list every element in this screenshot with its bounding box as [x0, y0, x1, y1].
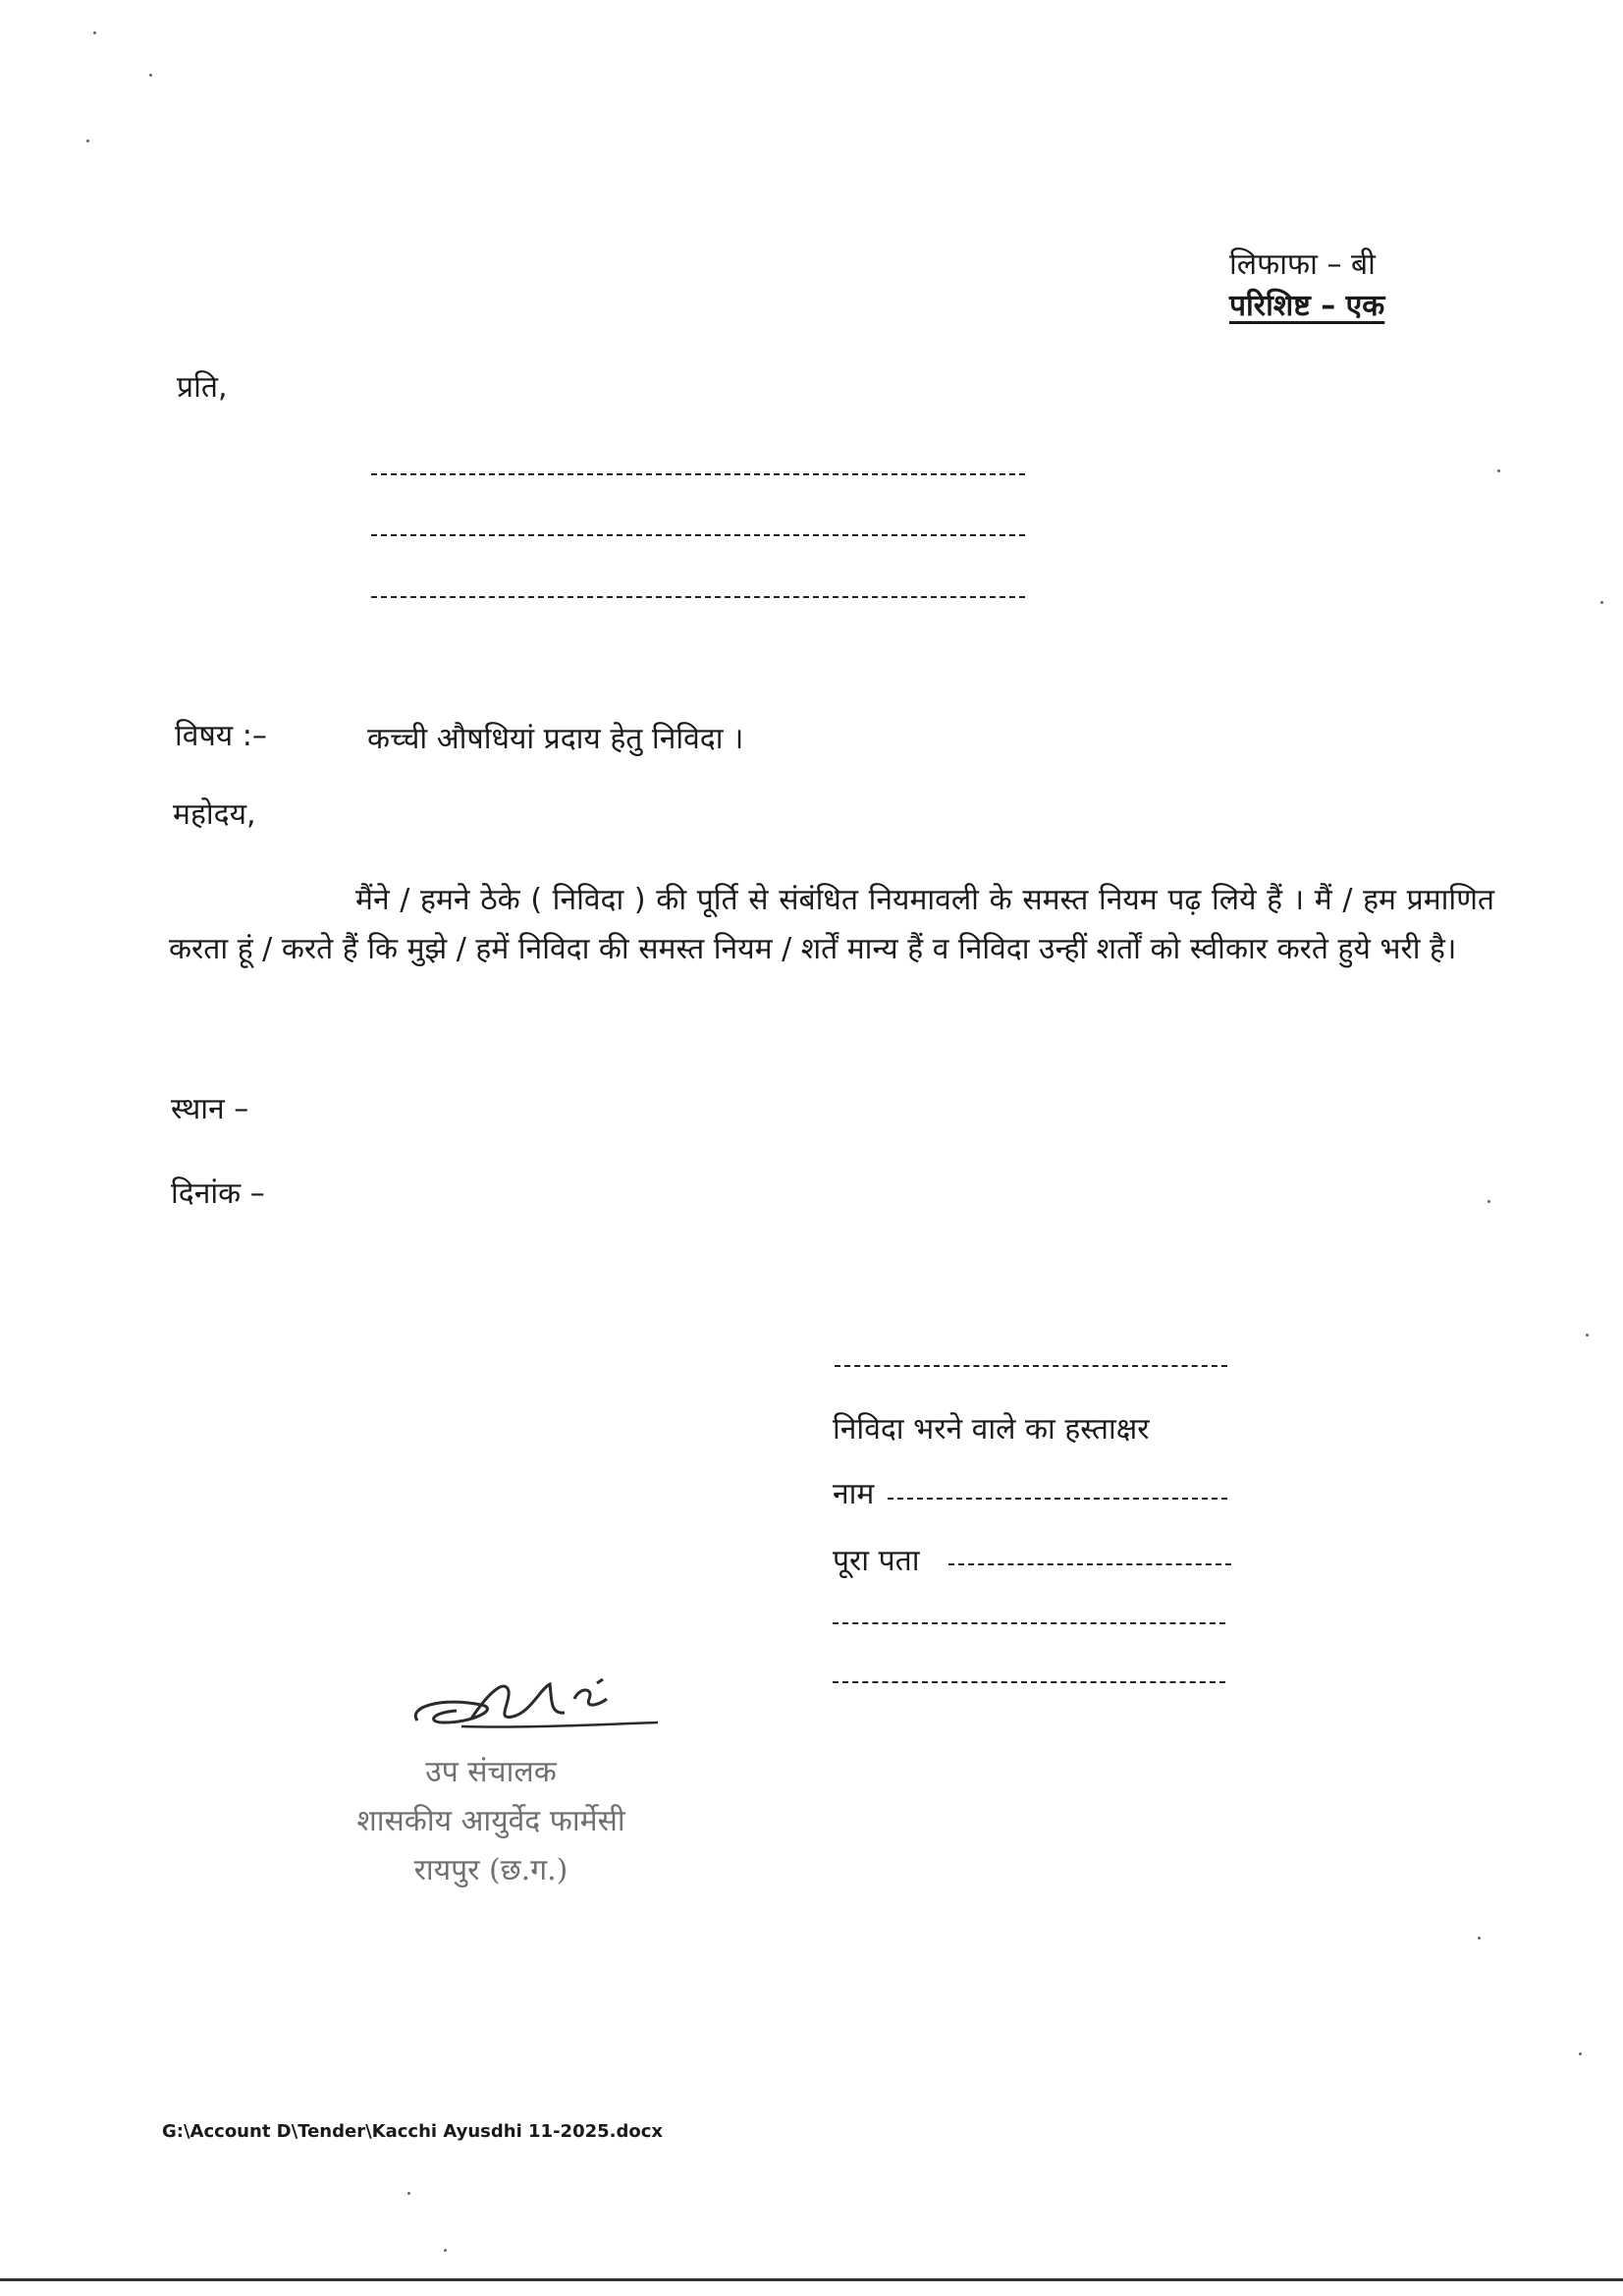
- scan-speck: [86, 139, 89, 142]
- signature-label: निविदा भरने वाले का हस्ताक्षर: [833, 1412, 1150, 1447]
- place-label: स्थान –: [171, 1092, 249, 1126]
- body-text: मैंने / हमने ठेके ( निविदा ) की पूर्ति से संबंधित नियमावली के समस्त नियम पढ़ लिये हैं । मैं / हम प्रमाणित करता हूं / करते हैं कि मुझे / हमें निविदा की समस्त नियम / शर्तें मान्य हैं व निविदा उन्हीं शर्तों को स्वीकार करते हुये भरी है।: [169, 883, 1494, 966]
- signature-line: [835, 1365, 1227, 1367]
- annexure-label: परिशिष्ट – एक: [1229, 289, 1385, 323]
- date-label: दिनांक –: [171, 1176, 265, 1211]
- scan-speck: [1586, 1334, 1589, 1337]
- scan-edge: [0, 2278, 1623, 2281]
- scan-speck: [1478, 1937, 1481, 1940]
- to-label: प्रति,: [177, 370, 228, 405]
- scan-speck: [1488, 1200, 1490, 1203]
- scan-speck: [93, 31, 96, 34]
- scan-speck: [1497, 469, 1500, 472]
- body-paragraph: [169, 876, 1494, 974]
- name-line: [888, 1498, 1227, 1500]
- subject-text: कच्ची औषधियां प्रदाय हेतु निविदा ।: [367, 722, 744, 756]
- stamp-line-3: रायपुर (छ.ग.): [413, 1853, 568, 1887]
- scan-speck: [1579, 2052, 1582, 2055]
- address-line-2: [371, 534, 1025, 536]
- address-line-1: [371, 473, 1025, 475]
- footer-file-path: G:\Account D\Tender\Kacchi Ayusdhi 11-2025.docx: [162, 2121, 664, 2142]
- address-label: पूरा पता: [833, 1544, 920, 1578]
- stamp-line-2: शासकीय आयुर्वेद फार्मेसी: [356, 1804, 625, 1838]
- salutation: महोदय,: [173, 797, 256, 832]
- full-address-line-3: [833, 1681, 1225, 1683]
- full-address-line-1: [948, 1563, 1231, 1565]
- scan-speck: [407, 2192, 410, 2195]
- stamp-line-1: उप संचालक: [425, 1755, 557, 1789]
- scan-speck: [1600, 601, 1603, 604]
- full-address-line-2: [833, 1622, 1225, 1624]
- scan-speck: [149, 74, 152, 77]
- scan-speck: [444, 2249, 447, 2252]
- name-label: नाम: [833, 1477, 875, 1511]
- subject-label: विषय :–: [175, 719, 267, 753]
- official-stamp: [324, 1679, 658, 1895]
- address-line-3: [371, 596, 1025, 598]
- envelope-label: लिफाफा – बी: [1229, 247, 1376, 282]
